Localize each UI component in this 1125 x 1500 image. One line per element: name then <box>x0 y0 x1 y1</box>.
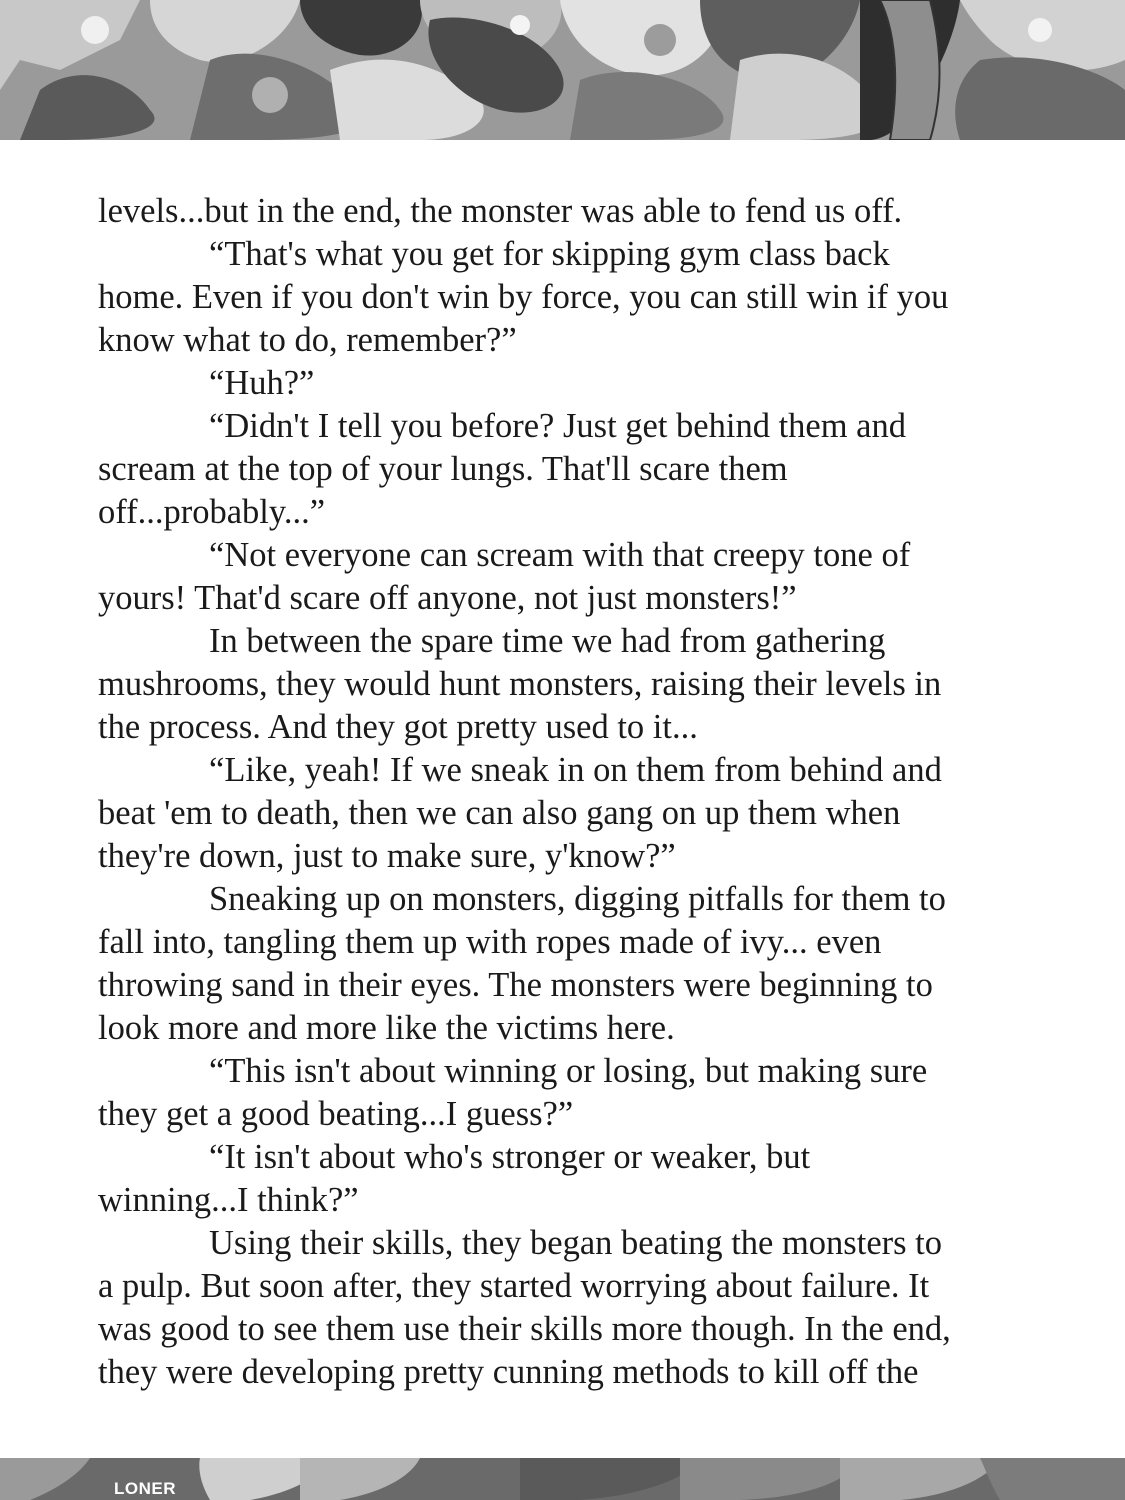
text-line: home. Even if you don't win by force, you can still win if you <box>98 278 949 316</box>
text-line: Sneaking up on monsters, digging pitfalls for them to <box>209 880 946 918</box>
text-line: “Huh?” <box>209 364 315 402</box>
text-line: “This isn't about winning or losing, but making sure <box>209 1052 928 1090</box>
text-line: the process. And they got pretty used to it... <box>98 708 698 746</box>
text-line: know what to do, remember?” <box>98 321 517 359</box>
text-line: “That's what you get for skipping gym class back <box>209 235 890 273</box>
text-line: look more and more like the victims here. <box>98 1009 675 1047</box>
text-line: off...probably...” <box>98 493 326 531</box>
text-line: levels...but in the end, the monster was able to fend us off. <box>98 192 903 230</box>
footer-label: LONER <box>114 1479 176 1498</box>
text-line: In between the spare time we had from gathering <box>209 622 886 660</box>
text-line: yours! That'd scare off anyone, not just monsters!” <box>98 579 797 617</box>
text-line: mushrooms, they would hunt monsters, raising their levels in <box>98 665 942 703</box>
text-line: “Like, yeah! If we sneak in on them from behind and <box>209 751 942 789</box>
forest-canopy-illustration <box>0 0 1125 140</box>
header-illustration <box>0 0 1125 140</box>
text-line: “Not everyone can scream with that creepy tone of <box>209 536 911 574</box>
text-line: scream at the top of your lungs. That'll scare them <box>98 450 788 488</box>
text-line: was good to see them use their skills more though. In the end, <box>98 1310 951 1348</box>
text-line: “Didn't I tell you before? Just get behind them and <box>209 407 906 445</box>
text-line: throwing sand in their eyes. The monsters were beginning to <box>98 966 933 1004</box>
text-line: they're down, just to make sure, y'know?” <box>98 837 676 875</box>
text-line: fall into, tangling them up with ropes made of ivy... even <box>98 923 882 961</box>
text-line: beat 'em to death, then we can also gang on up them when <box>98 794 901 832</box>
text-line: “It isn't about who's stronger or weaker, but <box>209 1138 811 1176</box>
text-line: they get a good beating...I guess?” <box>98 1095 574 1133</box>
text-line: Using their skills, they began beating the monsters to <box>209 1224 943 1262</box>
text-line: winning...I think?” <box>98 1181 359 1219</box>
text-line: they were developing pretty cunning methods to kill off the <box>98 1353 919 1391</box>
text-line: a pulp. But soon after, they started worrying about failure. It <box>98 1267 930 1305</box>
